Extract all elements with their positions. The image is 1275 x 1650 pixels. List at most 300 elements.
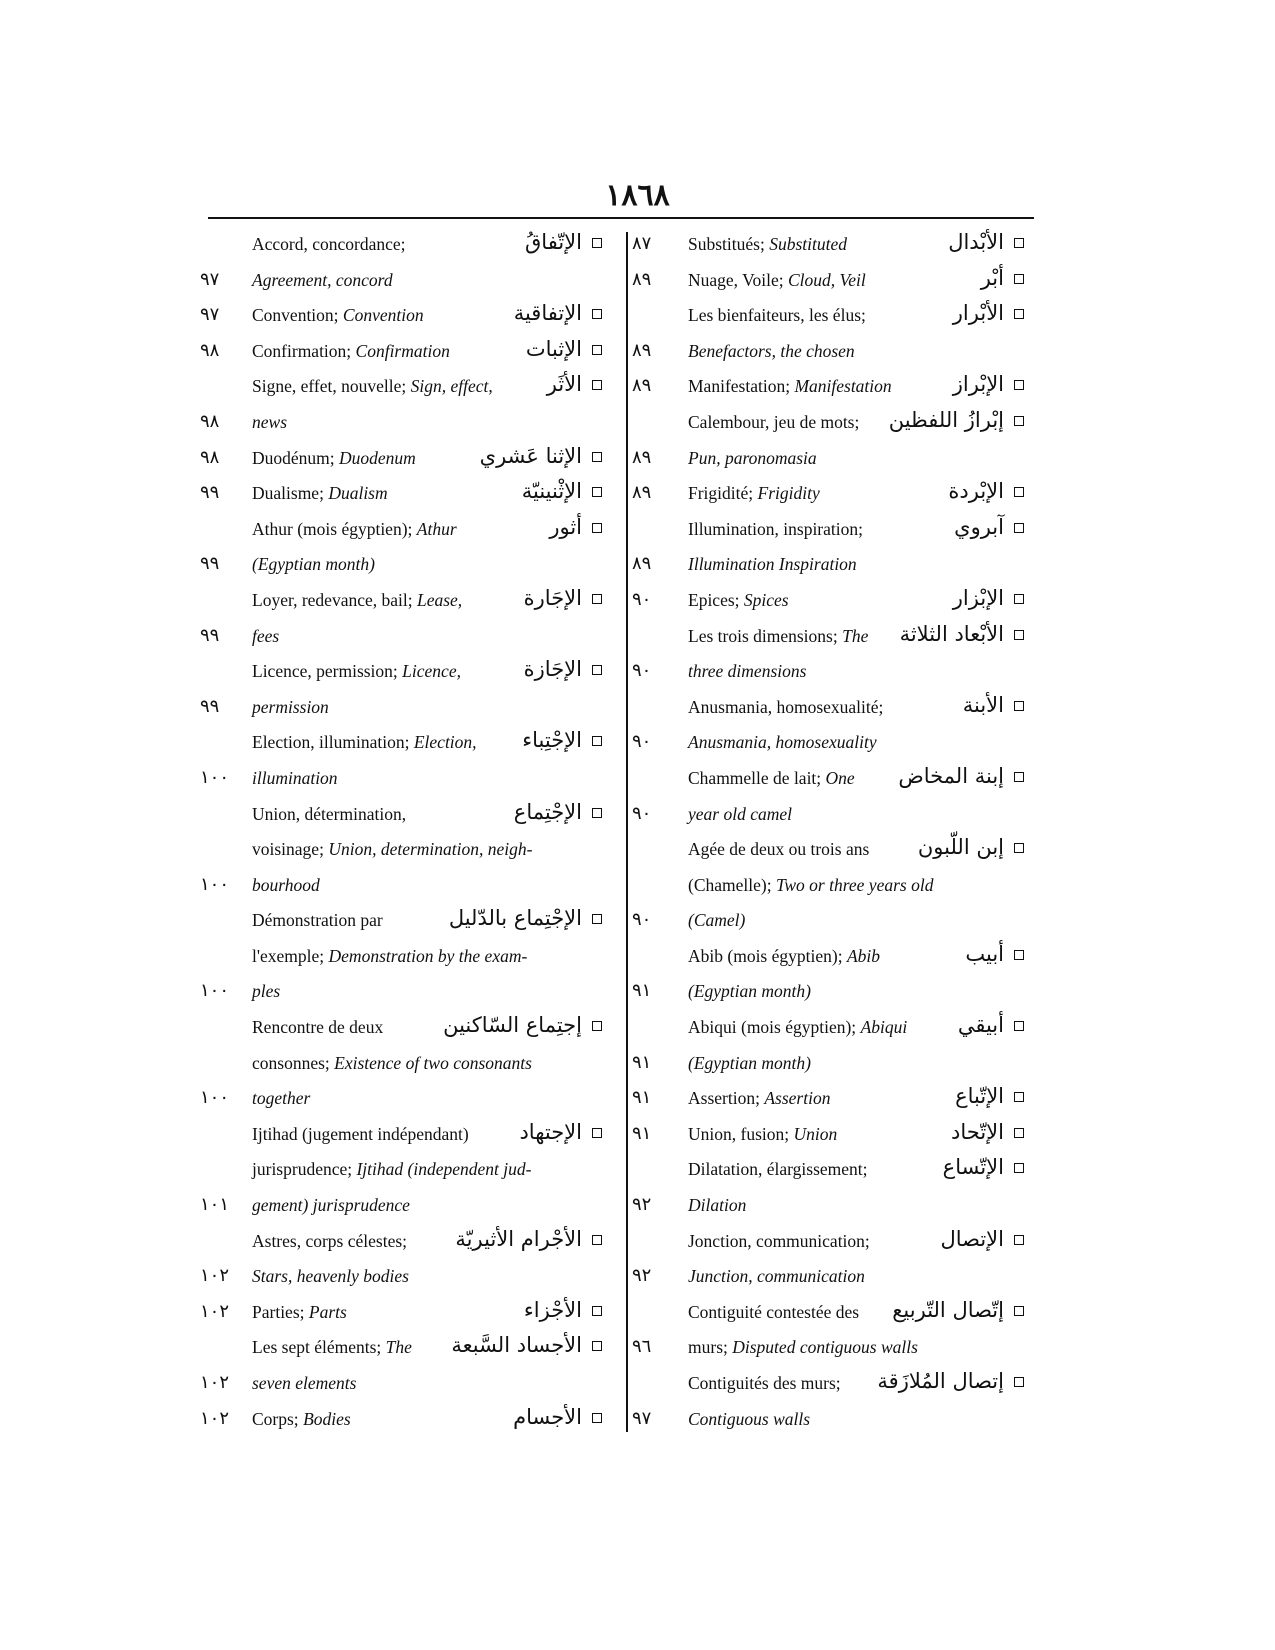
english-text: Disputed contiguous walls [732, 1337, 918, 1358]
arabic-term [963, 693, 1024, 717]
square-bullet-icon [592, 1235, 602, 1245]
arabic-word: الأبْعاد الثلاثة [899, 621, 1004, 646]
arabic-term [522, 728, 602, 752]
english-text: Benefactors, the chosen [688, 340, 855, 361]
entry-translation [688, 1159, 868, 1180]
page-reference: ٩٨ [200, 410, 220, 431]
entry-row [200, 337, 620, 373]
entry-row [200, 1013, 620, 1049]
arabic-word: أبيب [965, 941, 1004, 966]
entry-row [632, 942, 1042, 978]
square-bullet-icon [592, 808, 602, 818]
english-text: Parts [308, 1301, 347, 1322]
entry-translation [252, 910, 383, 931]
page-reference: ٩٩ [200, 482, 220, 503]
arabic-term [898, 764, 1024, 788]
french-text: Les bienfaiteurs, les élus; [688, 305, 866, 326]
entry-row [632, 800, 1042, 836]
arabic-term [900, 622, 1024, 646]
entry-row [632, 1155, 1042, 1191]
arabic-word: الإثبات [525, 336, 582, 361]
entry-translation [688, 1195, 746, 1216]
entry-translation [688, 483, 820, 504]
arabic-word: الإجَارة [523, 585, 582, 610]
entry-translation [252, 1373, 356, 1394]
square-bullet-icon [1014, 523, 1024, 533]
page-reference: ٩٩ [200, 624, 220, 645]
entry-row [200, 1084, 620, 1120]
french-text: consonnes; [252, 1052, 330, 1073]
entry-row [632, 515, 1042, 551]
french-text: Corps; [252, 1408, 299, 1429]
english-text: Illumination Inspiration [688, 554, 857, 575]
page-reference: ٩٨ [200, 339, 220, 360]
arabic-word: الإتّساع [942, 1155, 1004, 1180]
english-text: Election, [413, 732, 477, 753]
entry-translation [252, 590, 462, 611]
entry-translation [252, 1231, 407, 1252]
square-bullet-icon [592, 452, 602, 462]
page-reference: ٨٩ [632, 375, 652, 396]
entry-translation [252, 1124, 469, 1145]
entry-row [200, 1262, 620, 1298]
column-divider [626, 232, 628, 1432]
entry-translation [252, 768, 338, 789]
entry-translation [252, 448, 416, 469]
arabic-word: آبروي [954, 514, 1004, 539]
arabic-word: إتّصال التّربيع [892, 1297, 1004, 1322]
page-reference: ٩٠ [632, 588, 652, 609]
french-text: Parties; [252, 1301, 305, 1322]
french-text: Contiguité contestée des [688, 1301, 860, 1322]
square-bullet-icon [1014, 1163, 1024, 1173]
square-bullet-icon [1014, 1021, 1024, 1031]
english-text: Spices [743, 589, 789, 610]
english-text: (Egyptian month) [688, 1052, 811, 1073]
arabic-term [954, 515, 1024, 539]
arabic-word: الإتّحاد [951, 1119, 1004, 1144]
arabic-word: إجتِماع السّاكنين [443, 1013, 582, 1038]
page-reference: ٩٩ [200, 553, 220, 574]
entry-translation [252, 1409, 351, 1430]
french-text: Dilatation, élargissement; [688, 1159, 868, 1180]
entry-row [632, 1298, 1042, 1334]
square-bullet-icon [1014, 772, 1024, 782]
right-column [632, 230, 1042, 1440]
arabic-word: الإجْتِماع بالدّليل [448, 906, 582, 931]
page-reference: ١٠٢ [200, 1372, 230, 1392]
french-text: Les sept éléments; [252, 1337, 382, 1358]
arabic-word: الإثنا عَشري [479, 443, 582, 468]
english-text: Ijtihad (independent jud- [356, 1159, 532, 1180]
arabic-word: إتصال المُلازَقة [877, 1369, 1004, 1393]
entry-row [200, 693, 620, 729]
entry-translation [688, 234, 847, 255]
french-text: Accord, concordance; [252, 234, 406, 254]
french-text: Jonction, communication; [688, 1230, 870, 1251]
french-text: jurisprudence; [252, 1159, 353, 1180]
english-text: (Camel) [688, 910, 746, 931]
french-text: murs; [688, 1337, 728, 1358]
entry-translation [688, 626, 868, 647]
entry-row [632, 230, 1042, 266]
arabic-term [547, 372, 602, 396]
header-rule [208, 217, 1034, 219]
square-bullet-icon [1014, 274, 1024, 284]
english-text: Union [793, 1123, 838, 1144]
entry-translation [252, 341, 450, 362]
entry-row [200, 1155, 620, 1191]
square-bullet-icon [592, 1128, 602, 1138]
square-bullet-icon [592, 665, 602, 675]
square-bullet-icon [1014, 238, 1024, 248]
entry-translation [688, 1409, 810, 1430]
square-bullet-icon [1014, 630, 1024, 640]
page-reference: ١٠٢ [200, 1407, 230, 1428]
french-text: Substitués; [688, 234, 765, 254]
entry-row [632, 1405, 1042, 1441]
square-bullet-icon [592, 238, 602, 248]
arabic-term [943, 1155, 1024, 1179]
square-bullet-icon [1014, 416, 1024, 426]
entry-row [200, 1049, 620, 1085]
square-bullet-icon [592, 736, 602, 746]
arabic-term [514, 301, 602, 325]
arabic-word: الإبْزار [952, 585, 1004, 610]
square-bullet-icon [1014, 309, 1024, 319]
square-bullet-icon [592, 1341, 602, 1351]
french-text: Rencontre de deux [252, 1017, 384, 1038]
arabic-term [525, 230, 602, 254]
english-text: Stars, heavenly bodies [252, 1266, 409, 1287]
entry-translation [688, 1373, 841, 1394]
page-reference: ٩٧ [200, 304, 220, 325]
entry-row [632, 977, 1042, 1013]
entry-translation [252, 626, 279, 647]
square-bullet-icon [1014, 1306, 1024, 1316]
english-text: permission [252, 696, 329, 717]
entry-translation [252, 376, 493, 397]
french-text: Agée de deux ou trois ans [688, 839, 870, 860]
entry-row [632, 337, 1042, 373]
entry-translation [252, 1195, 410, 1216]
entry-row [200, 408, 620, 444]
square-bullet-icon [592, 1306, 602, 1316]
entry-translation [688, 946, 880, 967]
square-bullet-icon [1014, 487, 1024, 497]
english-text: Anusmania, homosexuality [688, 732, 877, 753]
entry-translation [252, 981, 280, 1002]
page-reference: ٨٩ [632, 268, 652, 289]
english-text: Existence of two consonants [334, 1052, 532, 1073]
square-bullet-icon [592, 594, 602, 604]
page-reference: ٨٧ [632, 233, 652, 253]
arabic-word: الإتّفاقُ [525, 230, 582, 254]
english-text: news [252, 411, 287, 432]
entry-row [632, 1191, 1042, 1227]
entry-translation [688, 305, 866, 326]
entry-translation [252, 519, 457, 540]
square-bullet-icon [592, 309, 602, 319]
entry-row [200, 1369, 620, 1405]
page-reference: ١٠٠ [200, 1087, 230, 1108]
entry-translation [688, 804, 792, 825]
entry-row [200, 1405, 620, 1441]
arabic-term [953, 301, 1024, 325]
entry-row [632, 906, 1042, 942]
page-reference: ٩١ [632, 980, 652, 1001]
arabic-word: الإجْتِباء [522, 728, 582, 753]
english-text: One [825, 767, 855, 788]
entry-translation [252, 1302, 347, 1323]
entry-row [632, 372, 1042, 408]
arabic-term [519, 1120, 602, 1144]
arabic-term [951, 1120, 1024, 1144]
arabic-word: الإبْراز [952, 372, 1004, 397]
entry-translation [688, 1337, 918, 1358]
entry-translation [688, 839, 869, 860]
english-text: gement) jurisprudence [252, 1195, 410, 1216]
page-reference: ٩١ [632, 1122, 652, 1143]
entry-row [200, 444, 620, 480]
entry-row [632, 1084, 1042, 1120]
entry-translation [688, 768, 855, 789]
entry-row [632, 1369, 1042, 1405]
english-text: Dilation [688, 1195, 747, 1216]
arabic-term [524, 1298, 602, 1322]
arabic-word: الإتصال [940, 1226, 1004, 1251]
english-text: Junction, communication [688, 1266, 865, 1287]
entry-row [632, 764, 1042, 800]
arabic-term [940, 1227, 1024, 1251]
arabic-word: أبيقي [957, 1013, 1004, 1038]
entry-translation [252, 875, 320, 896]
entry-row [200, 479, 620, 515]
arabic-word: الأبنة [962, 692, 1004, 717]
entry-row [632, 550, 1042, 586]
french-text: Anusmania, homosexualité; [688, 696, 884, 717]
arabic-term [981, 266, 1024, 290]
entry-translation [688, 554, 857, 575]
entry-translation [252, 1159, 531, 1180]
french-text: Frigidité; [688, 483, 754, 504]
page-reference: ١٠٠ [200, 873, 230, 894]
english-text: Athur [416, 518, 457, 539]
english-text: Sign, effect, [410, 376, 493, 397]
english-text: illumination [252, 767, 338, 788]
entry-translation [688, 376, 892, 397]
french-text: voisinage; [252, 839, 324, 860]
square-bullet-icon [592, 914, 602, 924]
entry-row [632, 693, 1042, 729]
english-text: (Egyptian month) [252, 554, 375, 575]
english-text: Licence, [402, 661, 461, 682]
arabic-word: الإثْنينيّة [521, 479, 582, 504]
entry-row [632, 728, 1042, 764]
english-text: bourhood [252, 874, 320, 895]
entry-translation [688, 661, 806, 682]
arabic-term [524, 657, 602, 681]
square-bullet-icon [1014, 843, 1024, 853]
entry-translation [252, 1266, 409, 1287]
french-text: Election, illumination; [252, 732, 410, 753]
page-reference: ١٠٢ [200, 1265, 230, 1286]
page-reference: ٩٢ [632, 1265, 652, 1286]
french-text: Ijtihad (jugement indépendant) [252, 1123, 469, 1144]
entry-row [200, 764, 620, 800]
page-reference: ٩٧ [632, 1407, 652, 1428]
square-bullet-icon [592, 487, 602, 497]
arabic-word: الإجتهاد [519, 1119, 582, 1144]
english-text: Frigidity [757, 483, 820, 504]
arabic-word: إبن اللّبون [917, 835, 1004, 860]
arabic-term [443, 1013, 602, 1037]
english-text: (Egyptian month) [688, 981, 811, 1002]
french-text: Confirmation; [252, 340, 352, 361]
entry-translation [252, 483, 388, 504]
english-text: Cloud, Veil [787, 269, 866, 290]
arabic-term [514, 800, 602, 824]
french-text: Epices; [688, 589, 740, 610]
arabic-term [889, 408, 1024, 432]
entry-translation [688, 981, 811, 1002]
entry-translation [252, 270, 393, 291]
entry-translation [252, 1053, 532, 1074]
entry-translation [688, 590, 789, 611]
arabic-word: الإجَازة [523, 657, 582, 682]
entry-row [632, 1262, 1042, 1298]
entry-translation [252, 1017, 383, 1038]
entry-row [200, 1333, 620, 1369]
page-reference: ١٠١ [200, 1194, 230, 1215]
arabic-word: أثور [549, 514, 582, 539]
entry-translation [688, 1231, 870, 1252]
square-bullet-icon [1014, 380, 1024, 390]
arabic-term [918, 835, 1024, 859]
entry-row [200, 1227, 620, 1263]
arabic-term [892, 1298, 1024, 1322]
arabic-word: إبْرازُ اللفظين [888, 407, 1004, 432]
arabic-word: الأجسام [513, 1404, 582, 1429]
arabic-term [449, 906, 602, 930]
square-bullet-icon [1014, 1235, 1024, 1245]
entry-translation [252, 554, 375, 575]
entry-translation [252, 697, 329, 718]
english-text: Convention [342, 305, 424, 326]
entry-row [632, 301, 1042, 337]
entry-row [200, 515, 620, 551]
french-text: Union, fusion; [688, 1123, 790, 1144]
english-text: Abib [846, 945, 880, 966]
arabic-term [953, 372, 1024, 396]
entry-row [200, 301, 620, 337]
entry-row [200, 1191, 620, 1227]
page-reference: ٨٩ [632, 446, 652, 467]
english-text: Pun, paronomasia [688, 447, 817, 468]
entry-row [200, 586, 620, 622]
square-bullet-icon [1014, 701, 1024, 711]
french-text: (Chamelle); [688, 874, 772, 895]
french-text: Illumination, inspiration; [688, 518, 863, 539]
english-text: Confirmation [355, 340, 450, 361]
entry-translation [688, 910, 745, 931]
square-bullet-icon [1014, 1377, 1024, 1387]
arabic-term [480, 444, 602, 468]
page-reference: ١٠٠ [200, 766, 230, 787]
square-bullet-icon [1014, 950, 1024, 960]
entry-row [200, 835, 620, 871]
french-text: Abiqui (mois égyptien); [688, 1017, 857, 1038]
entry-row [200, 230, 620, 266]
arabic-term [524, 586, 602, 610]
entry-translation [688, 1302, 859, 1323]
french-text: Convention; [252, 305, 339, 326]
english-text: Union, determination, neigh- [328, 839, 533, 860]
french-text: Les trois dimensions; [688, 625, 838, 646]
arabic-term [953, 586, 1024, 610]
arabic-term [526, 337, 602, 361]
french-text: l'exemple; [252, 945, 325, 966]
arabic-word: الأجْزاء [523, 1297, 582, 1322]
entry-row [200, 550, 620, 586]
arabic-term [877, 1369, 1024, 1393]
page-reference: ٩٩ [200, 695, 220, 716]
entry-translation [252, 1088, 310, 1109]
page-reference: ١٠٢ [200, 1300, 230, 1321]
entry-row [632, 1013, 1042, 1049]
english-text: ples [252, 981, 281, 1002]
entry-row [632, 1227, 1042, 1263]
entry-translation [688, 448, 817, 469]
arabic-word: الإتّباع [955, 1084, 1004, 1109]
entry-row [632, 622, 1042, 658]
english-text: Dualism [328, 483, 388, 504]
entry-translation [688, 1124, 837, 1145]
french-text: Signe, effet, nouvelle; [252, 376, 407, 397]
arabic-word: الأجساد السَّبعة [451, 1333, 582, 1358]
entry-row [200, 657, 620, 693]
entry-translation [688, 341, 855, 362]
square-bullet-icon [1014, 1128, 1024, 1138]
french-text: Nuage, Voile; [688, 269, 784, 290]
entry-translation [688, 1053, 811, 1074]
arabic-word: الإجْتِماع [513, 799, 582, 824]
entry-row [200, 906, 620, 942]
page-reference: ٨٩ [632, 553, 652, 574]
english-text: Assertion [764, 1088, 831, 1109]
entry-translation [252, 732, 477, 753]
english-text: Contiguous walls [688, 1408, 811, 1429]
english-text: Agreement, concord [252, 269, 393, 290]
french-text: Dualisme; [252, 483, 324, 504]
entry-row [200, 977, 620, 1013]
english-text: seven elements [252, 1373, 357, 1393]
arabic-term [948, 479, 1024, 503]
page-reference: ٩١ [632, 1051, 652, 1072]
english-text: The [842, 625, 869, 646]
entry-row [632, 444, 1042, 480]
french-text: Athur (mois égyptien); [252, 518, 413, 539]
english-text: Lease, [416, 589, 463, 610]
french-text: Assertion; [688, 1088, 760, 1109]
arabic-word: الأثَر [546, 372, 582, 397]
english-text: Substituted [769, 234, 847, 254]
arabic-term [965, 942, 1024, 966]
entry-row [200, 942, 620, 978]
page-reference: ٩٠ [632, 660, 652, 681]
entry-translation [252, 412, 287, 433]
french-text: Astres, corps célestes; [252, 1230, 408, 1251]
